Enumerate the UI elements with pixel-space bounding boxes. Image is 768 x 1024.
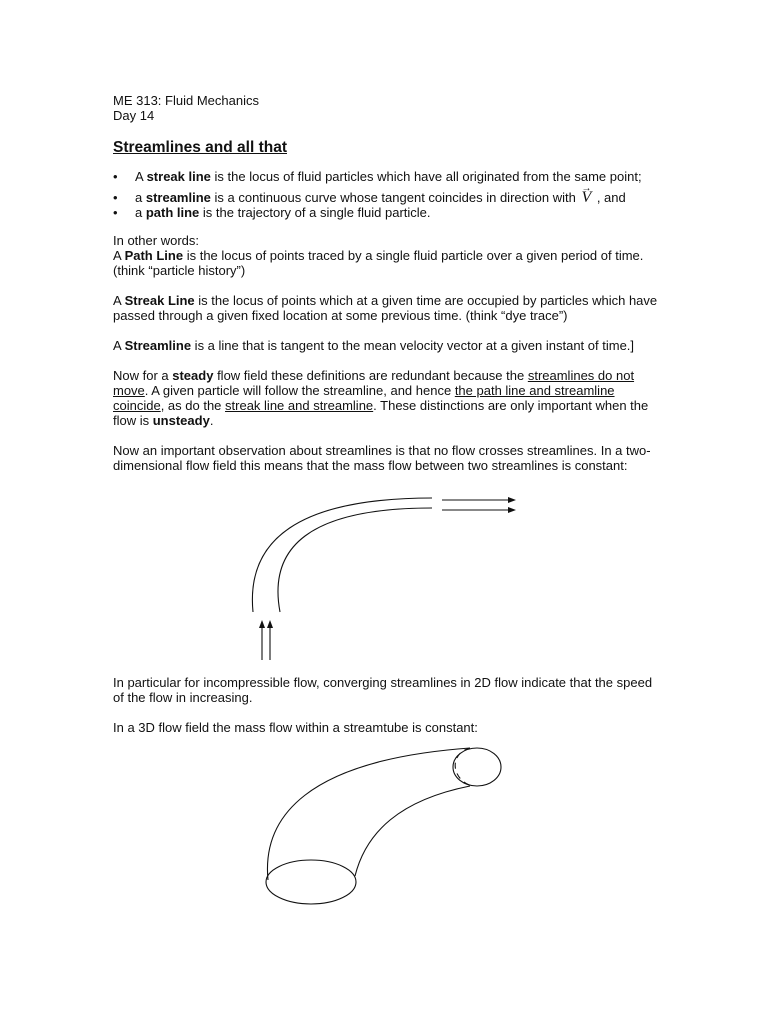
list-item: • a path line is the trajectory of a single fluid particle. xyxy=(113,205,658,220)
outlet-hidden-edge xyxy=(455,748,472,786)
steady-flow-paragraph: Now for a steady flow field these definitions are redundant because the streamlines do not move. A given particle will follow the streamline, and hence the path line and streamline coincide, as do the streak line and streamline. These distinctions are only important when the flow is unsteady. xyxy=(113,368,649,428)
streamtube-inner-wall xyxy=(355,786,470,876)
streamtube-inlet xyxy=(266,860,356,904)
day-label: Day 14 xyxy=(113,108,155,123)
streak-line-paragraph: A Streak Line is the locus of points which at a given time are occupied by particles which have passed through a given fixed location at some previous time. (think “dye trace”) xyxy=(113,293,658,323)
list-item: • A streak line is the locus of fluid particles which have all originated from the same point; xyxy=(113,169,658,184)
course-title: ME 313: Fluid Mechanics xyxy=(113,93,259,108)
streamline-paragraph: A Streamline is a line that is tangent to the mean velocity vector at a given instant of time.] xyxy=(113,338,635,353)
page-title: Streamlines and all that xyxy=(113,139,287,156)
threed-paragraph: In a 3D flow field the mass flow within a streamtube is constant: xyxy=(113,720,478,735)
velocity-vector-symbol: → V xyxy=(579,190,593,205)
streamtube-outer-wall xyxy=(267,748,470,880)
term-path-line: path line xyxy=(145,205,200,220)
term-streamline: streamline xyxy=(145,190,211,205)
term-streak-line: streak line xyxy=(146,169,211,184)
other-words-paragraph: In other words: A Path Line is the locus of points traced by a single fluid particle over a given period of time. (think “particle history”) xyxy=(113,233,644,278)
incompressible-paragraph: In particular for incompressible flow, converging streamlines in 2D flow indicate that the speed of the flow in increasing. xyxy=(113,675,653,705)
list-item: • a streamline is a continuous curve whose tangent coincides in direction with → V , and xyxy=(113,190,658,205)
observation-paragraph: Now an important observation about streamlines is that no flow crosses streamlines. In a two-dimensional flow field this means that the mass flow between two streamlines is constant: xyxy=(113,443,651,473)
